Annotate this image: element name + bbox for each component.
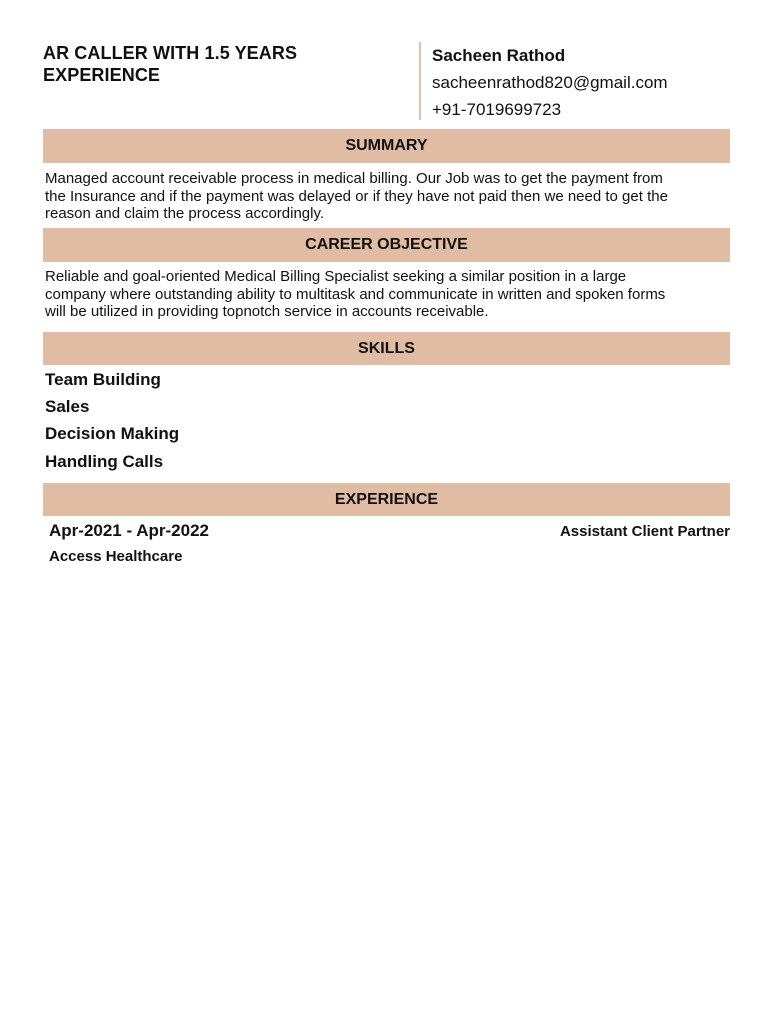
skill-item: Handling Calls [45,452,164,471]
job-title-line-2: EXPERIENCE [43,65,161,85]
summary-line-2: the Insurance and if the payment was delayed or if they have not paid then we need to get the [45,187,668,205]
summary-line-3: reason and claim the process accordingly. [45,205,325,222]
summary-line-1: Managed account receivable process in medical billing. Our Job was to get the payment from [45,170,663,187]
contact-phone: +91-7019699723 [432,100,562,119]
summary-text [45,170,725,223]
career-objective-text [45,268,725,321]
career-objective-line-1: Reliable and goal-oriented Medical Billing Specialist seeking a similar position in a large [45,268,627,285]
experience-dates: Apr-2021 - Apr-2022 [49,521,209,540]
skills-heading: SKILLS [43,332,730,365]
experience-role: Assistant Client Partner [559,523,730,540]
career-objective-line-3: will be utilized in providing topnotch service in accounts receivable. [45,303,489,320]
skill-item: Team Building [45,370,161,389]
skill-item: Sales [45,397,90,416]
contact-block [432,44,752,125]
career-objective-line-2: company where outstanding ability to multitask and communicate in written and spoken forms [45,285,666,303]
job-title [43,42,383,86]
career-objective-heading: CAREER OBJECTIVE [43,228,730,262]
experience-heading: EXPERIENCE [43,483,730,516]
experience-company: Access Healthcare [49,548,183,565]
header-divider [419,42,421,120]
contact-email: sacheenrathod820@gmail.com [432,73,668,92]
resume-header [0,0,768,125]
skill-item: Decision Making [45,424,180,443]
contact-name: Sacheen Rathod [432,46,566,65]
job-title-line-1: AR CALLER WITH 1.5 YEARS [43,43,298,63]
summary-heading: SUMMARY [43,129,730,163]
